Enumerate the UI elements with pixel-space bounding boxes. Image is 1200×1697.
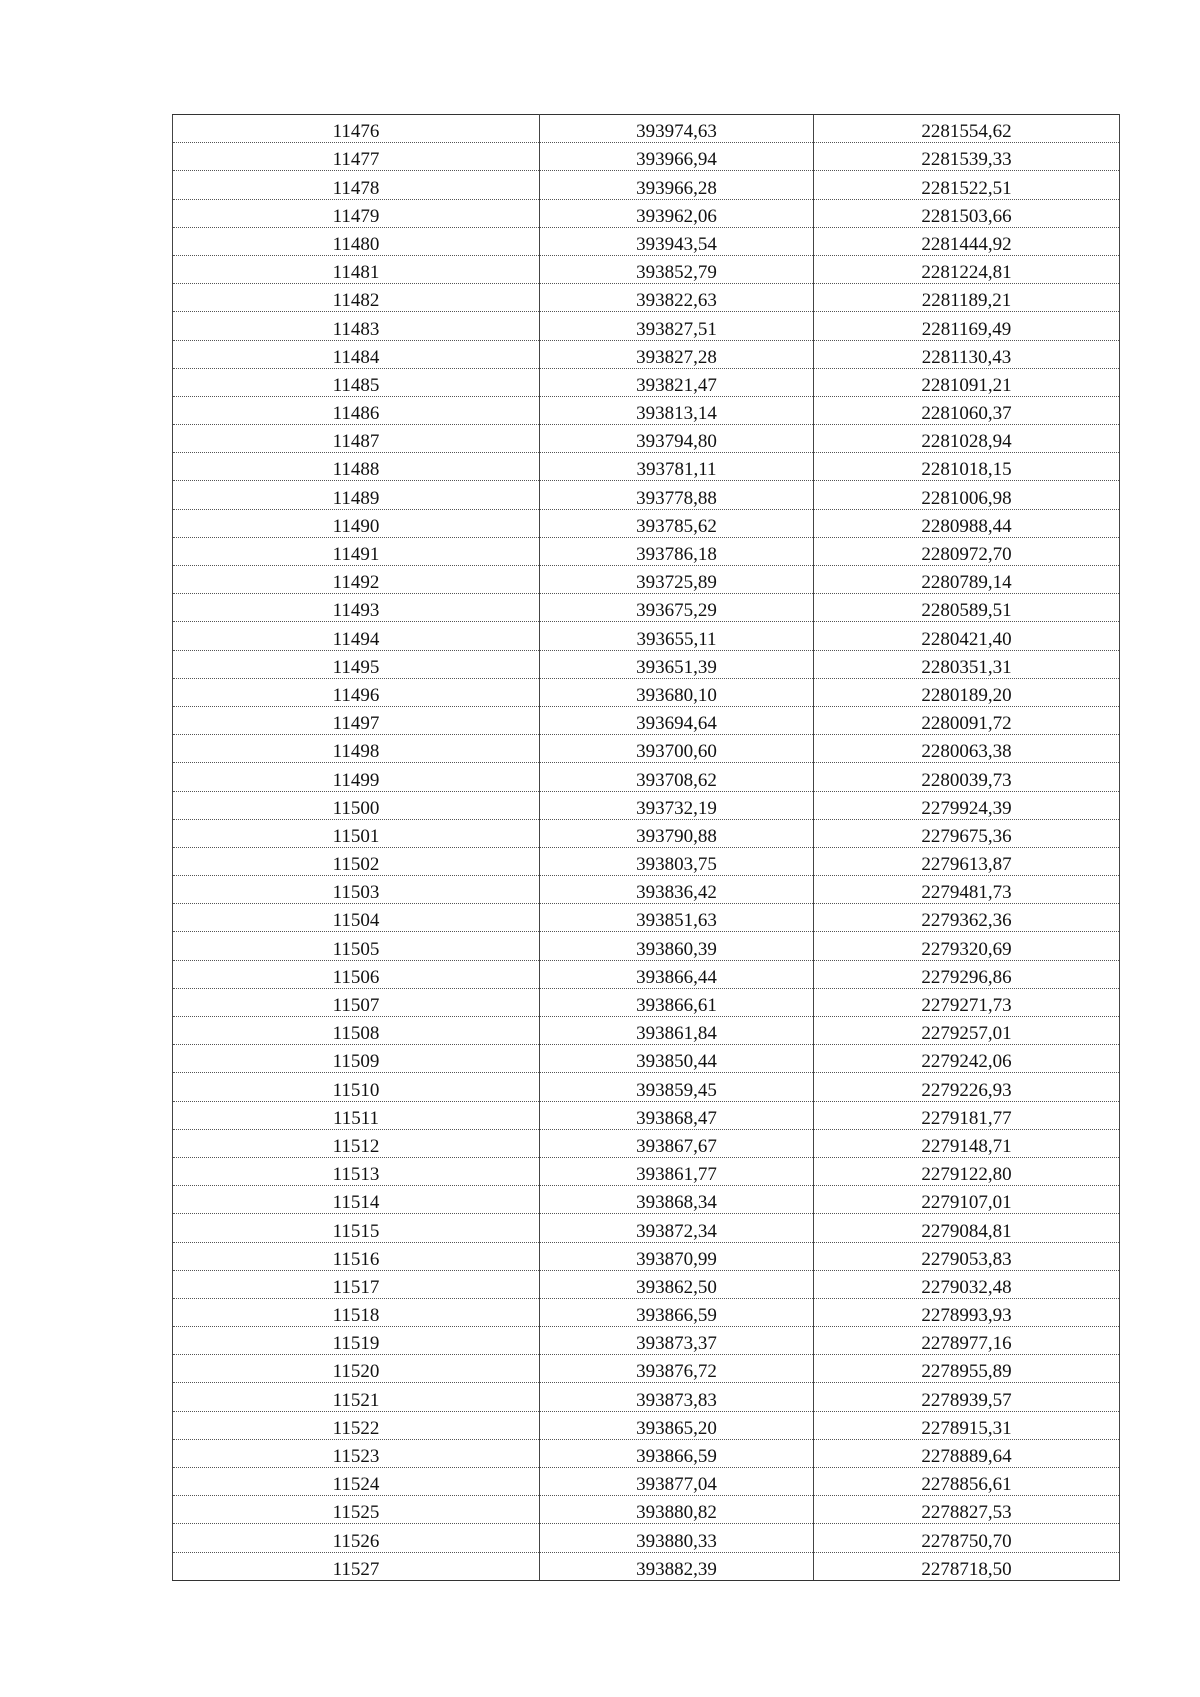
table-row	[173, 876, 1120, 904]
x-coordinate-cell: 393680,10	[540, 678, 814, 706]
x-coordinate-cell: 393860,39	[540, 932, 814, 960]
point-number-cell: 11496	[173, 678, 540, 706]
point-number-cell: 11486	[173, 396, 540, 424]
x-coordinate-cell: 393708,62	[540, 763, 814, 791]
point-number-cell: 11487	[173, 425, 540, 453]
x-coordinate-cell: 393850,44	[540, 1045, 814, 1073]
y-coordinate-cell: 2281091,21	[814, 368, 1120, 396]
point-number-cell: 11490	[173, 509, 540, 537]
point-number-cell: 11520	[173, 1355, 540, 1383]
x-coordinate-cell: 393974,63	[540, 115, 814, 143]
table-row	[173, 1468, 1120, 1496]
y-coordinate-cell: 2278827,53	[814, 1496, 1120, 1524]
x-coordinate-cell: 393700,60	[540, 735, 814, 763]
table-row	[173, 199, 1120, 227]
table-row	[173, 932, 1120, 960]
x-coordinate-cell: 393866,59	[540, 1298, 814, 1326]
y-coordinate-cell: 2281539,33	[814, 143, 1120, 171]
table-row	[173, 847, 1120, 875]
x-coordinate-cell: 393694,64	[540, 706, 814, 734]
y-coordinate-cell: 2281444,92	[814, 227, 1120, 255]
y-coordinate-cell: 2281522,51	[814, 171, 1120, 199]
table-row	[173, 650, 1120, 678]
point-number-cell: 11479	[173, 199, 540, 227]
y-coordinate-cell: 2280988,44	[814, 509, 1120, 537]
y-coordinate-cell: 2280789,14	[814, 566, 1120, 594]
point-number-cell: 11504	[173, 904, 540, 932]
table-row	[173, 1411, 1120, 1439]
x-coordinate-cell: 393867,67	[540, 1129, 814, 1157]
x-coordinate-cell: 393868,47	[540, 1101, 814, 1129]
y-coordinate-cell: 2278939,57	[814, 1383, 1120, 1411]
point-number-cell: 11489	[173, 481, 540, 509]
table-row	[173, 425, 1120, 453]
table-row	[173, 1270, 1120, 1298]
x-coordinate-cell: 393813,14	[540, 396, 814, 424]
table-row	[173, 255, 1120, 283]
point-number-cell: 11502	[173, 847, 540, 875]
point-number-cell: 11481	[173, 255, 540, 283]
coordinates-table	[172, 114, 1120, 1581]
table-row	[173, 1242, 1120, 1270]
point-number-cell: 11524	[173, 1468, 540, 1496]
y-coordinate-cell: 2281169,49	[814, 312, 1120, 340]
x-coordinate-cell: 393651,39	[540, 650, 814, 678]
point-number-cell: 11492	[173, 566, 540, 594]
point-number-cell: 11497	[173, 706, 540, 734]
table-row	[173, 481, 1120, 509]
point-number-cell: 11512	[173, 1129, 540, 1157]
table-row	[173, 678, 1120, 706]
x-coordinate-cell: 393873,83	[540, 1383, 814, 1411]
table-row	[173, 1017, 1120, 1045]
x-coordinate-cell: 393877,04	[540, 1468, 814, 1496]
x-coordinate-cell: 393725,89	[540, 566, 814, 594]
table-row	[173, 1496, 1120, 1524]
x-coordinate-cell: 393851,63	[540, 904, 814, 932]
x-coordinate-cell: 393943,54	[540, 227, 814, 255]
y-coordinate-cell: 2279226,93	[814, 1073, 1120, 1101]
x-coordinate-cell: 393873,37	[540, 1327, 814, 1355]
point-number-cell: 11513	[173, 1157, 540, 1185]
x-coordinate-cell: 393866,59	[540, 1439, 814, 1467]
y-coordinate-cell: 2280091,72	[814, 706, 1120, 734]
x-coordinate-cell: 393675,29	[540, 594, 814, 622]
table-row	[173, 143, 1120, 171]
point-number-cell: 11484	[173, 340, 540, 368]
point-number-cell: 11523	[173, 1439, 540, 1467]
x-coordinate-cell: 393859,45	[540, 1073, 814, 1101]
x-coordinate-cell: 393966,28	[540, 171, 814, 199]
x-coordinate-cell: 393882,39	[540, 1552, 814, 1580]
x-coordinate-cell: 393966,94	[540, 143, 814, 171]
table-row	[173, 537, 1120, 565]
point-number-cell: 11500	[173, 791, 540, 819]
x-coordinate-cell: 393785,62	[540, 509, 814, 537]
y-coordinate-cell: 2279084,81	[814, 1214, 1120, 1242]
y-coordinate-cell: 2279148,71	[814, 1129, 1120, 1157]
point-number-cell: 11478	[173, 171, 540, 199]
x-coordinate-cell: 393861,84	[540, 1017, 814, 1045]
y-coordinate-cell: 2279257,01	[814, 1017, 1120, 1045]
point-number-cell: 11525	[173, 1496, 540, 1524]
table-row	[173, 763, 1120, 791]
table-row	[173, 1298, 1120, 1326]
x-coordinate-cell: 393732,19	[540, 791, 814, 819]
table-row	[173, 1355, 1120, 1383]
x-coordinate-cell: 393790,88	[540, 819, 814, 847]
point-number-cell: 11505	[173, 932, 540, 960]
table-row	[173, 594, 1120, 622]
y-coordinate-cell: 2278977,16	[814, 1327, 1120, 1355]
y-coordinate-cell: 2281130,43	[814, 340, 1120, 368]
table-row	[173, 622, 1120, 650]
y-coordinate-cell: 2281189,21	[814, 284, 1120, 312]
table-row	[173, 368, 1120, 396]
y-coordinate-cell: 2281554,62	[814, 115, 1120, 143]
point-number-cell: 11522	[173, 1411, 540, 1439]
y-coordinate-cell: 2280972,70	[814, 537, 1120, 565]
y-coordinate-cell: 2281028,94	[814, 425, 1120, 453]
y-coordinate-cell: 2279924,39	[814, 791, 1120, 819]
table-row	[173, 988, 1120, 1016]
point-number-cell: 11498	[173, 735, 540, 763]
table-row	[173, 312, 1120, 340]
point-number-cell: 11494	[173, 622, 540, 650]
x-coordinate-cell: 393868,34	[540, 1186, 814, 1214]
x-coordinate-cell: 393655,11	[540, 622, 814, 650]
y-coordinate-cell: 2278993,93	[814, 1298, 1120, 1326]
table-row	[173, 1101, 1120, 1129]
table-row	[173, 819, 1120, 847]
point-number-cell: 11488	[173, 453, 540, 481]
table-row	[173, 396, 1120, 424]
y-coordinate-cell: 2279053,83	[814, 1242, 1120, 1270]
table-row	[173, 735, 1120, 763]
y-coordinate-cell: 2279242,06	[814, 1045, 1120, 1073]
table-row	[173, 1214, 1120, 1242]
y-coordinate-cell: 2279675,36	[814, 819, 1120, 847]
point-number-cell: 11485	[173, 368, 540, 396]
table-row	[173, 1045, 1120, 1073]
point-number-cell: 11491	[173, 537, 540, 565]
y-coordinate-cell: 2278856,61	[814, 1468, 1120, 1496]
coordinates-table-body	[173, 115, 1120, 1581]
point-number-cell: 11506	[173, 960, 540, 988]
x-coordinate-cell: 393872,34	[540, 1214, 814, 1242]
y-coordinate-cell: 2278915,31	[814, 1411, 1120, 1439]
y-coordinate-cell: 2281006,98	[814, 481, 1120, 509]
x-coordinate-cell: 393822,63	[540, 284, 814, 312]
point-number-cell: 11515	[173, 1214, 540, 1242]
x-coordinate-cell: 393794,80	[540, 425, 814, 453]
table-row	[173, 1383, 1120, 1411]
y-coordinate-cell: 2278955,89	[814, 1355, 1120, 1383]
table-row	[173, 227, 1120, 255]
y-coordinate-cell: 2279181,77	[814, 1101, 1120, 1129]
y-coordinate-cell: 2279122,80	[814, 1157, 1120, 1185]
table-row	[173, 340, 1120, 368]
y-coordinate-cell: 2280063,38	[814, 735, 1120, 763]
x-coordinate-cell: 393962,06	[540, 199, 814, 227]
point-number-cell: 11527	[173, 1552, 540, 1580]
point-number-cell: 11518	[173, 1298, 540, 1326]
table-row	[173, 171, 1120, 199]
x-coordinate-cell: 393862,50	[540, 1270, 814, 1298]
table-row	[173, 1327, 1120, 1355]
x-coordinate-cell: 393880,33	[540, 1524, 814, 1552]
y-coordinate-cell: 2279032,48	[814, 1270, 1120, 1298]
table-row	[173, 1186, 1120, 1214]
point-number-cell: 11482	[173, 284, 540, 312]
y-coordinate-cell: 2278718,50	[814, 1552, 1120, 1580]
y-coordinate-cell: 2281503,66	[814, 199, 1120, 227]
point-number-cell: 11510	[173, 1073, 540, 1101]
point-number-cell: 11483	[173, 312, 540, 340]
point-number-cell: 11499	[173, 763, 540, 791]
x-coordinate-cell: 393861,77	[540, 1157, 814, 1185]
table-row	[173, 1073, 1120, 1101]
table-row	[173, 1129, 1120, 1157]
table-row	[173, 1439, 1120, 1467]
point-number-cell: 11517	[173, 1270, 540, 1298]
point-number-cell: 11521	[173, 1383, 540, 1411]
y-coordinate-cell: 2279107,01	[814, 1186, 1120, 1214]
x-coordinate-cell: 393786,18	[540, 537, 814, 565]
y-coordinate-cell: 2279320,69	[814, 932, 1120, 960]
y-coordinate-cell: 2280039,73	[814, 763, 1120, 791]
x-coordinate-cell: 393870,99	[540, 1242, 814, 1270]
x-coordinate-cell: 393866,44	[540, 960, 814, 988]
y-coordinate-cell: 2278750,70	[814, 1524, 1120, 1552]
y-coordinate-cell: 2281224,81	[814, 255, 1120, 283]
table-row	[173, 453, 1120, 481]
point-number-cell: 11511	[173, 1101, 540, 1129]
table-row	[173, 904, 1120, 932]
table-row	[173, 1157, 1120, 1185]
point-number-cell: 11516	[173, 1242, 540, 1270]
y-coordinate-cell: 2279296,86	[814, 960, 1120, 988]
point-number-cell: 11507	[173, 988, 540, 1016]
y-coordinate-cell: 2280589,51	[814, 594, 1120, 622]
y-coordinate-cell: 2280421,40	[814, 622, 1120, 650]
x-coordinate-cell: 393821,47	[540, 368, 814, 396]
y-coordinate-cell: 2280351,31	[814, 650, 1120, 678]
x-coordinate-cell: 393781,11	[540, 453, 814, 481]
point-number-cell: 11526	[173, 1524, 540, 1552]
x-coordinate-cell: 393876,72	[540, 1355, 814, 1383]
x-coordinate-cell: 393827,51	[540, 312, 814, 340]
x-coordinate-cell: 393803,75	[540, 847, 814, 875]
x-coordinate-cell: 393880,82	[540, 1496, 814, 1524]
y-coordinate-cell: 2279481,73	[814, 876, 1120, 904]
table-row	[173, 115, 1120, 143]
y-coordinate-cell: 2281060,37	[814, 396, 1120, 424]
x-coordinate-cell: 393827,28	[540, 340, 814, 368]
table-row	[173, 791, 1120, 819]
x-coordinate-cell: 393852,79	[540, 255, 814, 283]
point-number-cell: 11509	[173, 1045, 540, 1073]
point-number-cell: 11477	[173, 143, 540, 171]
x-coordinate-cell: 393778,88	[540, 481, 814, 509]
x-coordinate-cell: 393866,61	[540, 988, 814, 1016]
table-row	[173, 566, 1120, 594]
y-coordinate-cell: 2281018,15	[814, 453, 1120, 481]
table-row	[173, 284, 1120, 312]
table-row	[173, 509, 1120, 537]
x-coordinate-cell: 393865,20	[540, 1411, 814, 1439]
y-coordinate-cell: 2280189,20	[814, 678, 1120, 706]
x-coordinate-cell: 393836,42	[540, 876, 814, 904]
y-coordinate-cell: 2279362,36	[814, 904, 1120, 932]
y-coordinate-cell: 2278889,64	[814, 1439, 1120, 1467]
point-number-cell: 11514	[173, 1186, 540, 1214]
point-number-cell: 11493	[173, 594, 540, 622]
point-number-cell: 11480	[173, 227, 540, 255]
table-row	[173, 1524, 1120, 1552]
table-row	[173, 706, 1120, 734]
point-number-cell: 11519	[173, 1327, 540, 1355]
table-row	[173, 1552, 1120, 1580]
table-row	[173, 960, 1120, 988]
point-number-cell: 11476	[173, 115, 540, 143]
point-number-cell: 11501	[173, 819, 540, 847]
point-number-cell: 11503	[173, 876, 540, 904]
y-coordinate-cell: 2279613,87	[814, 847, 1120, 875]
y-coordinate-cell: 2279271,73	[814, 988, 1120, 1016]
point-number-cell: 11508	[173, 1017, 540, 1045]
point-number-cell: 11495	[173, 650, 540, 678]
